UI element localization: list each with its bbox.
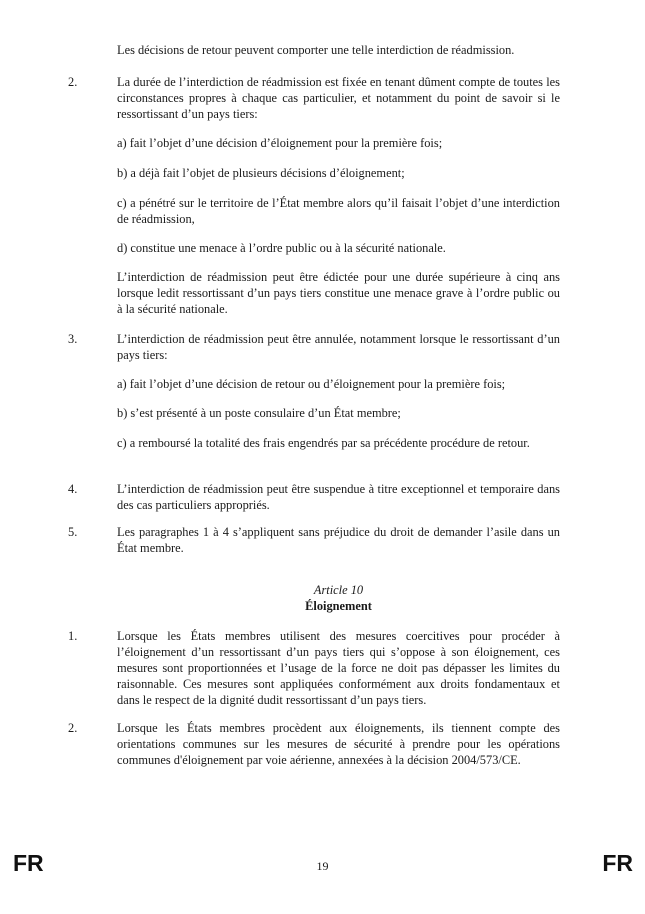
item-3-point-a: a) fait l’objet d’une décision de retour ou d’éloignement pour la première fois; bbox=[117, 377, 506, 391]
item-number: 1. bbox=[68, 629, 78, 643]
intro-paragraph: Les décisions de retour peuvent comporter une telle interdiction de réadmission. bbox=[117, 43, 515, 57]
item-4-paragraph: L’interdiction de réadmission peut être suspendue à titre exceptionnel et temporaire dans des cas particuliers appropriés. bbox=[117, 482, 560, 512]
item-2-point-d: d) constitue une menace à l’ordre public ou à la sécurité nationale. bbox=[117, 241, 446, 255]
article-heading bbox=[117, 582, 560, 614]
item-3-point-c: c) a remboursé la totalité des frais engendrés par sa précédente procédure de retour. bbox=[117, 436, 530, 450]
page-number: 19 bbox=[316, 859, 329, 873]
item-2-point-a: a) fait l’objet d’une décision d’éloignement pour la première fois; bbox=[117, 136, 443, 150]
article-label: Article 10 bbox=[313, 583, 364, 597]
item-2-paragraph: La durée de l’interdiction de réadmission est fixée en tenant dûment compte de toutes les circonstances propres à chaque cas particulier, et notamment du point de savoir si le ressortissant d’un pays tiers: bbox=[117, 75, 560, 121]
item-number: 5. bbox=[68, 525, 78, 539]
item-number: 4. bbox=[68, 482, 78, 496]
item-2-point-b: b) a déjà fait l’objet de plusieurs décisions d’éloignement; bbox=[117, 166, 405, 180]
footer-language-right: FR bbox=[602, 850, 633, 876]
item-2-point-c: c) a pénétré sur le territoire de l’État membre alors qu’il faisait l’objet d’une interdiction de réadmission, bbox=[117, 196, 560, 226]
item-number: 2. bbox=[68, 75, 78, 89]
footer-language-left: FR bbox=[13, 850, 44, 876]
article-10-paragraph-2: Lorsque les États membres procèdent aux éloignements, ils tiennent compte des orientations communes sur les mesures de sécurité à prendre pour les opérations communes d'éloignement par voie aérienne, annexées à la décision 2004/573/CE. bbox=[117, 721, 560, 767]
item-2-closing-paragraph: L’interdiction de réadmission peut être édictée pour une durée supérieure à cinq ans lorsque ledit ressortissant d’un pays tiers constitue une menace grave à l’ordre public ou à la sécurité nationale. bbox=[117, 270, 560, 316]
item-3-point-b: b) s’est présenté à un poste consulaire d’un État membre; bbox=[117, 406, 401, 420]
article-10-paragraph-1: Lorsque les États membres utilisent des mesures coercitives pour procéder à l’éloignement d’un ressortissant d’un pays tiers qui s’oppose à son éloignement, ces mesures sont proportionnées et l’usage de la force ne doit pas dépasser les limites du raisonnable. Ces mesures sont appliquées conformément aux droits fondamentaux et dans le respect de la dignité dudit ressortissant d’un pays tiers. bbox=[117, 629, 560, 707]
item-number: 3. bbox=[68, 332, 78, 346]
item-number: 2. bbox=[68, 721, 78, 735]
item-5-paragraph: Les paragraphes 1 à 4 s’appliquent sans préjudice du droit de demander l’asile dans un État membre. bbox=[117, 525, 560, 555]
article-title: Éloignement bbox=[305, 599, 372, 613]
item-3-paragraph: L’interdiction de réadmission peut être annulée, notamment lorsque le ressortissant d’un pays tiers: bbox=[117, 332, 560, 362]
